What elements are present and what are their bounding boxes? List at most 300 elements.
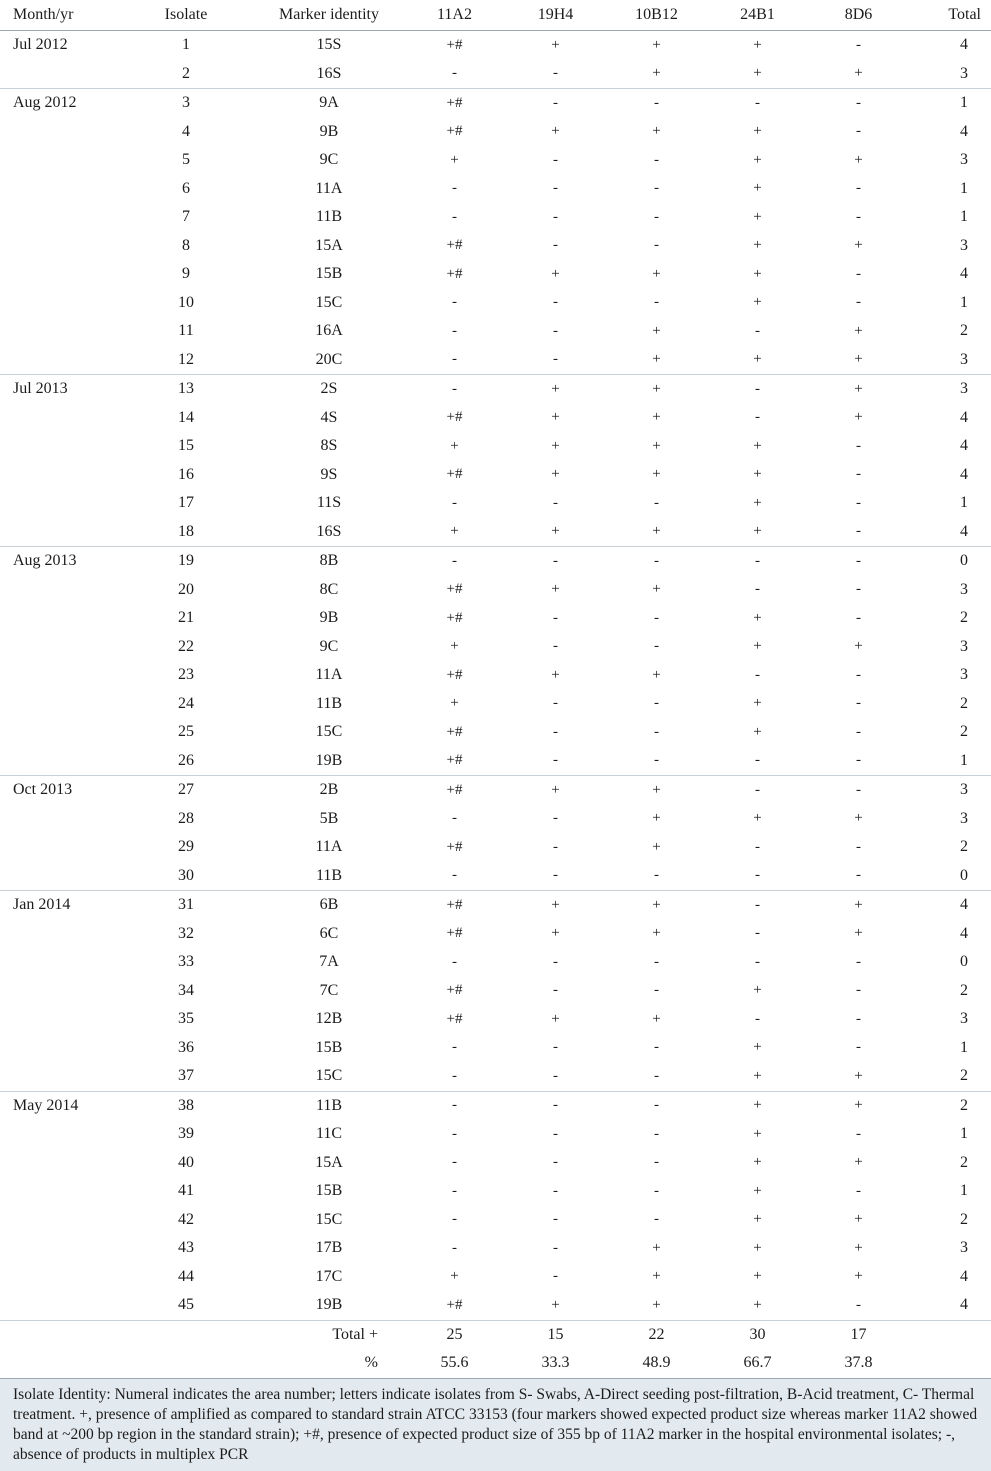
marker-identity-cell: 16A — [315, 322, 343, 340]
marker-identity-cell: 15A — [315, 236, 343, 254]
marker-result-11a2: - — [452, 1039, 457, 1056]
marker-identity-cell: 17C — [315, 1267, 343, 1285]
marker-result-10b12: - — [654, 723, 659, 740]
isolate-cell: 25 — [178, 723, 194, 741]
summary-empty-cell — [118, 1349, 254, 1378]
marker-result-11a2: - — [452, 1239, 457, 1256]
marker-result-19h4: - — [553, 752, 558, 769]
row-total-cell: 4 — [960, 36, 968, 54]
marker-result-11a2: +# — [446, 666, 463, 683]
marker-result-19h4: - — [553, 322, 558, 339]
marker-result-19h4: - — [553, 1239, 558, 1256]
marker-result-24b1: + — [753, 982, 762, 999]
isolate-cell: 5 — [182, 151, 190, 169]
marker-result-8d6: - — [856, 1039, 861, 1056]
marker-result-19h4: - — [553, 1268, 558, 1285]
row-total-cell: 0 — [909, 547, 991, 576]
column-header-marker-identity: Marker identity — [254, 0, 404, 31]
marker-result-24b1: + — [753, 208, 762, 225]
marker-identity-cell: 19B — [315, 1296, 343, 1314]
marker-result-8d6: - — [856, 1125, 861, 1142]
month-cell — [0, 977, 118, 1006]
marker-result-11a2: + — [450, 638, 459, 655]
row-total-cell: 0 — [960, 866, 968, 884]
marker-result-19h4: - — [505, 547, 606, 576]
marker-result-10b12: + — [652, 581, 661, 598]
marker-result-8d6: - — [856, 723, 861, 740]
marker-identity-cell: 15A — [315, 1153, 343, 1171]
marker-result-19h4: - — [553, 810, 558, 827]
marker-result-24b1: + — [753, 1125, 762, 1142]
marker-result-24b1: + — [753, 180, 762, 197]
row-total-cell: 2 — [960, 609, 968, 627]
marker-result-10b12: - — [654, 1154, 659, 1171]
marker-result-10b12: + — [652, 123, 661, 140]
isolate-cell: 42 — [178, 1210, 194, 1228]
isolate-cell: 4 — [182, 122, 190, 140]
marker-result-19h4: - — [553, 953, 558, 970]
marker-result-10b12: - — [654, 294, 659, 311]
table-row — [0, 404, 991, 433]
marker-result-19h4: + — [551, 466, 560, 483]
marker-result-11a2: +# — [446, 581, 463, 598]
marker-result-19h4: + — [551, 123, 560, 140]
marker-result-19h4: - — [553, 237, 558, 254]
marker-result-8d6: - — [808, 89, 909, 118]
row-total-cell: 3 — [960, 64, 968, 82]
marker-identity-cell: 8S — [320, 437, 338, 455]
marker-result-11a2: +# — [446, 925, 463, 942]
marker-result-11a2: - — [404, 547, 505, 576]
month-cell — [0, 633, 118, 662]
row-total-cell: 4 — [960, 1267, 968, 1285]
row-total-cell: 4 — [960, 122, 968, 140]
marker-result-8d6: + — [854, 351, 863, 368]
marker-result-19h4: + — [551, 409, 560, 426]
marker-result-19h4: + — [505, 776, 606, 805]
isolate-cell: 8 — [182, 236, 190, 254]
marker-result-10b12: + — [652, 322, 661, 339]
marker-result-19h4: + — [551, 437, 560, 454]
marker-identity-cell: 8B — [254, 547, 404, 576]
marker-identity-cell: 15B — [315, 1182, 343, 1200]
marker-result-8d6: - — [808, 776, 909, 805]
column-header-8d6: 8D6 — [808, 0, 909, 31]
table-row — [0, 432, 991, 461]
marker-result-24b1: + — [753, 237, 762, 254]
marker-result-24b1: + — [753, 1182, 762, 1199]
isolate-cell: 3 — [118, 89, 254, 118]
isolate-cell: 24 — [178, 694, 194, 712]
marker-result-10b12: + — [652, 1010, 661, 1027]
month-cell — [0, 118, 118, 147]
marker-identity-cell: 4S — [320, 408, 338, 426]
month-cell — [0, 1291, 118, 1320]
marker-result-19h4: + — [551, 1296, 560, 1313]
month-cell — [0, 489, 118, 518]
marker-result-8d6: + — [854, 65, 863, 82]
marker-result-10b12: - — [654, 1039, 659, 1056]
table-row — [0, 317, 991, 346]
marker-result-10b12: - — [654, 609, 659, 626]
table-body — [0, 31, 991, 1321]
isolate-cell: 14 — [178, 408, 194, 426]
row-total-cell: 2 — [909, 1091, 991, 1120]
isolate-cell: 13 — [118, 375, 254, 404]
marker-result-10b12: - — [606, 547, 707, 576]
marker-result-8d6: + — [854, 810, 863, 827]
summary-total-19h4: 15 — [505, 1320, 606, 1349]
month-cell — [0, 346, 118, 375]
marker-identity-cell: 11A — [315, 179, 343, 197]
marker-result-11a2: + — [450, 523, 459, 540]
marker-result-8d6: - — [856, 867, 861, 884]
marker-result-8d6: - — [856, 609, 861, 626]
table-row — [0, 1062, 991, 1091]
marker-result-10b12: + — [606, 375, 707, 404]
summary-empty-cell — [0, 1349, 118, 1378]
marker-result-10b12: + — [652, 1268, 661, 1285]
marker-result-11a2: - — [452, 953, 457, 970]
isolate-cell: 26 — [178, 751, 194, 769]
marker-identity-cell: 15B — [315, 265, 343, 283]
summary-empty-cell — [909, 1320, 991, 1349]
marker-result-8d6: - — [808, 547, 909, 576]
marker-result-8d6: - — [856, 695, 861, 712]
marker-result-24b1: + — [753, 1239, 762, 1256]
marker-result-11a2: - — [452, 810, 457, 827]
month-cell: Jul 2012 — [13, 36, 68, 54]
marker-identity-cell: 9S — [320, 465, 338, 483]
marker-result-8d6: - — [856, 265, 861, 282]
isolate-cell: 23 — [178, 666, 194, 684]
isolate-cell: 28 — [178, 809, 194, 827]
table-row — [0, 518, 991, 547]
table-row — [0, 232, 991, 261]
isolate-cell: 36 — [178, 1038, 194, 1056]
month-cell — [0, 604, 118, 633]
marker-result-8d6: - — [856, 953, 861, 970]
marker-result-8d6: + — [854, 925, 863, 942]
marker-result-10b12: - — [654, 1067, 659, 1084]
row-total-cell: 3 — [960, 809, 968, 827]
table-row — [0, 1034, 991, 1063]
marker-result-10b12: - — [606, 89, 707, 118]
summary-percent-11a2: 55.6 — [404, 1349, 505, 1378]
month-cell — [0, 317, 118, 346]
marker-result-8d6: + — [854, 638, 863, 655]
marker-identity-cell: 6C — [319, 924, 339, 942]
marker-identity-cell: 6B — [254, 891, 404, 920]
marker-result-8d6: - — [856, 294, 861, 311]
marker-result-11a2: +# — [446, 237, 463, 254]
marker-result-19h4: - — [553, 723, 558, 740]
month-cell — [0, 1234, 118, 1263]
marker-result-19h4: - — [553, 65, 558, 82]
marker-result-11a2: - — [404, 375, 505, 404]
marker-identity-cell: 16S — [316, 64, 342, 82]
month-cell — [0, 718, 118, 747]
month-cell — [0, 1062, 118, 1091]
marker-result-24b1: - — [755, 666, 760, 683]
row-total-cell: 1 — [960, 208, 968, 226]
marker-result-8d6: + — [808, 375, 909, 404]
marker-result-24b1: + — [753, 638, 762, 655]
row-total-cell: 4 — [960, 408, 968, 426]
marker-result-8d6: - — [856, 523, 861, 540]
marker-result-10b12: - — [654, 638, 659, 655]
month-cell — [0, 862, 118, 891]
marker-result-19h4: - — [505, 1091, 606, 1120]
summary-percent-label: % — [254, 1349, 404, 1378]
marker-identity-cell: 2B — [254, 776, 404, 805]
table-row — [0, 891, 991, 920]
isolate-cell: 20 — [178, 580, 194, 598]
marker-identity-cell: 9C — [319, 151, 339, 169]
table-row — [0, 375, 991, 404]
marker-result-10b12: - — [654, 494, 659, 511]
marker-result-24b1: + — [753, 1296, 762, 1313]
month-cell: Aug 2013 — [0, 547, 118, 576]
marker-result-24b1: + — [753, 723, 762, 740]
marker-result-11a2: +# — [446, 982, 463, 999]
row-total-cell: 1 — [960, 179, 968, 197]
marker-result-24b1: - — [755, 752, 760, 769]
marker-result-19h4: - — [553, 494, 558, 511]
marker-result-10b12: - — [654, 867, 659, 884]
marker-identity-cell: 15C — [315, 1067, 343, 1085]
marker-identity-cell: 15C — [315, 723, 343, 741]
marker-result-8d6: - — [856, 466, 861, 483]
row-total-cell: 3 — [960, 666, 968, 684]
month-cell — [0, 1263, 118, 1292]
marker-result-8d6: - — [856, 437, 861, 454]
marker-result-24b1: + — [753, 810, 762, 827]
row-total-cell: 1 — [960, 1125, 968, 1143]
month-cell — [0, 948, 118, 977]
marker-result-19h4: - — [553, 1039, 558, 1056]
table-row — [0, 747, 991, 776]
marker-result-24b1: - — [755, 409, 760, 426]
marker-result-24b1: - — [755, 867, 760, 884]
table-row — [0, 89, 991, 118]
marker-result-10b12: - — [654, 151, 659, 168]
table-row — [0, 862, 991, 891]
isolate-cell: 30 — [178, 866, 194, 884]
row-total-cell: 1 — [960, 494, 968, 512]
isolate-cell: 37 — [178, 1067, 194, 1085]
isolate-cell: 35 — [178, 1010, 194, 1028]
marker-identity-cell: 9B — [319, 609, 339, 627]
marker-result-10b12: + — [652, 36, 661, 53]
marker-result-11a2: +# — [446, 265, 463, 282]
marker-result-8d6: - — [856, 494, 861, 511]
marker-result-19h4: + — [551, 1010, 560, 1027]
marker-identity-cell: 16S — [316, 522, 342, 540]
marker-result-10b12: + — [606, 776, 707, 805]
marker-identity-cell: 11C — [315, 1125, 343, 1143]
marker-result-24b1: + — [753, 695, 762, 712]
marker-result-10b12: - — [654, 1125, 659, 1142]
marker-result-24b1: + — [753, 523, 762, 540]
marker-result-8d6: + — [854, 1067, 863, 1084]
column-header-isolate: Isolate — [118, 0, 254, 31]
marker-result-8d6: - — [856, 581, 861, 598]
marker-identity-cell: 11B — [315, 866, 343, 884]
table-row — [0, 604, 991, 633]
isolate-cell: 34 — [178, 981, 194, 999]
isolate-cell: 16 — [178, 465, 194, 483]
month-cell — [0, 260, 118, 289]
marker-result-8d6: - — [856, 180, 861, 197]
marker-result-10b12: - — [654, 1182, 659, 1199]
marker-identity-cell: 15S — [316, 36, 342, 54]
marker-result-10b12: + — [652, 838, 661, 855]
marker-identity-cell: 8C — [319, 580, 339, 598]
summary-row-total — [0, 1320, 991, 1349]
row-total-cell: 2 — [960, 322, 968, 340]
month-cell — [0, 461, 118, 490]
summary-total-label: Total + — [254, 1320, 404, 1349]
marker-result-11a2: +# — [446, 838, 463, 855]
marker-result-24b1: - — [755, 581, 760, 598]
table-row — [0, 718, 991, 747]
marker-result-11a2: - — [404, 1091, 505, 1120]
marker-result-24b1: - — [707, 375, 808, 404]
marker-result-8d6: + — [854, 1211, 863, 1228]
marker-result-8d6: - — [856, 838, 861, 855]
month-cell: Jan 2014 — [0, 891, 118, 920]
month-cell — [0, 404, 118, 433]
isolate-cell: 19 — [118, 547, 254, 576]
marker-result-11a2: - — [452, 180, 457, 197]
marker-result-24b1: + — [753, 1154, 762, 1171]
marker-result-10b12: + — [652, 810, 661, 827]
marker-result-8d6: - — [856, 1010, 861, 1027]
row-total-cell: 4 — [960, 522, 968, 540]
marker-identity-cell: 9B — [319, 122, 339, 140]
marker-result-11a2: - — [452, 351, 457, 368]
marker-result-24b1: - — [755, 953, 760, 970]
month-cell — [0, 576, 118, 605]
table-row — [0, 289, 991, 318]
summary-total-8d6: 17 — [808, 1320, 909, 1349]
marker-result-11a2: +# — [446, 609, 463, 626]
isolate-cell: 15 — [178, 437, 194, 455]
marker-result-19h4: - — [553, 695, 558, 712]
marker-result-8d6: + — [808, 891, 909, 920]
marker-result-8d6: - — [856, 752, 861, 769]
marker-result-8d6: - — [856, 208, 861, 225]
marker-result-8d6: - — [856, 36, 861, 53]
marker-result-8d6: + — [854, 1268, 863, 1285]
table-row — [0, 146, 991, 175]
marker-result-11a2: +# — [404, 776, 505, 805]
marker-result-11a2: +# — [446, 752, 463, 769]
marker-result-24b1: + — [753, 466, 762, 483]
summary-empty-cell — [909, 1349, 991, 1378]
marker-result-11a2: + — [450, 1268, 459, 1285]
marker-result-24b1: + — [753, 1067, 762, 1084]
row-total-cell: 3 — [960, 1239, 968, 1257]
marker-result-24b1: + — [753, 294, 762, 311]
marker-result-10b12: + — [652, 523, 661, 540]
marker-result-10b12: + — [652, 409, 661, 426]
marker-result-11a2: +# — [446, 123, 463, 140]
column-header-11a2: 11A2 — [404, 0, 505, 31]
marker-result-24b1: + — [753, 437, 762, 454]
marker-result-24b1: + — [753, 494, 762, 511]
table-row — [0, 175, 991, 204]
marker-result-11a2: +# — [446, 466, 463, 483]
isolate-cell: 12 — [178, 350, 194, 368]
row-total-cell: 3 — [960, 580, 968, 598]
table-row — [0, 31, 991, 60]
row-total-cell: 1 — [960, 293, 968, 311]
marker-result-10b12: + — [652, 925, 661, 942]
table-row — [0, 661, 991, 690]
table-row — [0, 1091, 991, 1120]
table-row — [0, 576, 991, 605]
isolate-cell: 31 — [118, 891, 254, 920]
table-row — [0, 1149, 991, 1178]
isolate-cell: 45 — [178, 1296, 194, 1314]
marker-result-19h4: + — [551, 36, 560, 53]
row-total-cell: 3 — [960, 236, 968, 254]
month-cell — [0, 690, 118, 719]
marker-result-11a2: +# — [404, 891, 505, 920]
month-cell — [0, 1206, 118, 1235]
marker-result-10b12: - — [654, 237, 659, 254]
isolate-cell: 29 — [178, 838, 194, 856]
marker-result-24b1: - — [707, 89, 808, 118]
row-total-cell: 3 — [909, 375, 991, 404]
marker-result-8d6: - — [856, 123, 861, 140]
marker-identity-cell: 15B — [315, 1038, 343, 1056]
month-cell — [0, 661, 118, 690]
table-row — [0, 690, 991, 719]
marker-identity-cell: 2S — [254, 375, 404, 404]
month-cell — [0, 805, 118, 834]
marker-result-8d6: + — [854, 322, 863, 339]
isolate-cell: 17 — [178, 494, 194, 512]
summary-percent-19h4: 33.3 — [505, 1349, 606, 1378]
marker-result-24b1: - — [755, 1010, 760, 1027]
marker-result-24b1: + — [753, 123, 762, 140]
row-total-cell: 4 — [909, 891, 991, 920]
month-cell: Oct 2013 — [0, 776, 118, 805]
marker-result-24b1: - — [755, 838, 760, 855]
marker-result-10b12: + — [652, 351, 661, 368]
column-header-24b1: 24B1 — [707, 0, 808, 31]
isolate-cell: 6 — [182, 179, 190, 197]
month-cell — [0, 146, 118, 175]
table-row — [0, 547, 991, 576]
marker-result-8d6: + — [854, 151, 863, 168]
table-row — [0, 633, 991, 662]
table-row — [0, 833, 991, 862]
table-row — [0, 1120, 991, 1149]
marker-result-19h4: + — [505, 375, 606, 404]
isolate-cell: 40 — [178, 1153, 194, 1171]
row-total-cell: 0 — [960, 953, 968, 971]
marker-result-19h4: - — [553, 1125, 558, 1142]
row-total-cell: 4 — [960, 437, 968, 455]
isolate-cell: 7 — [182, 208, 190, 226]
month-cell — [0, 1034, 118, 1063]
marker-identity-cell: 9A — [254, 89, 404, 118]
row-total-cell: 3 — [960, 1010, 968, 1028]
